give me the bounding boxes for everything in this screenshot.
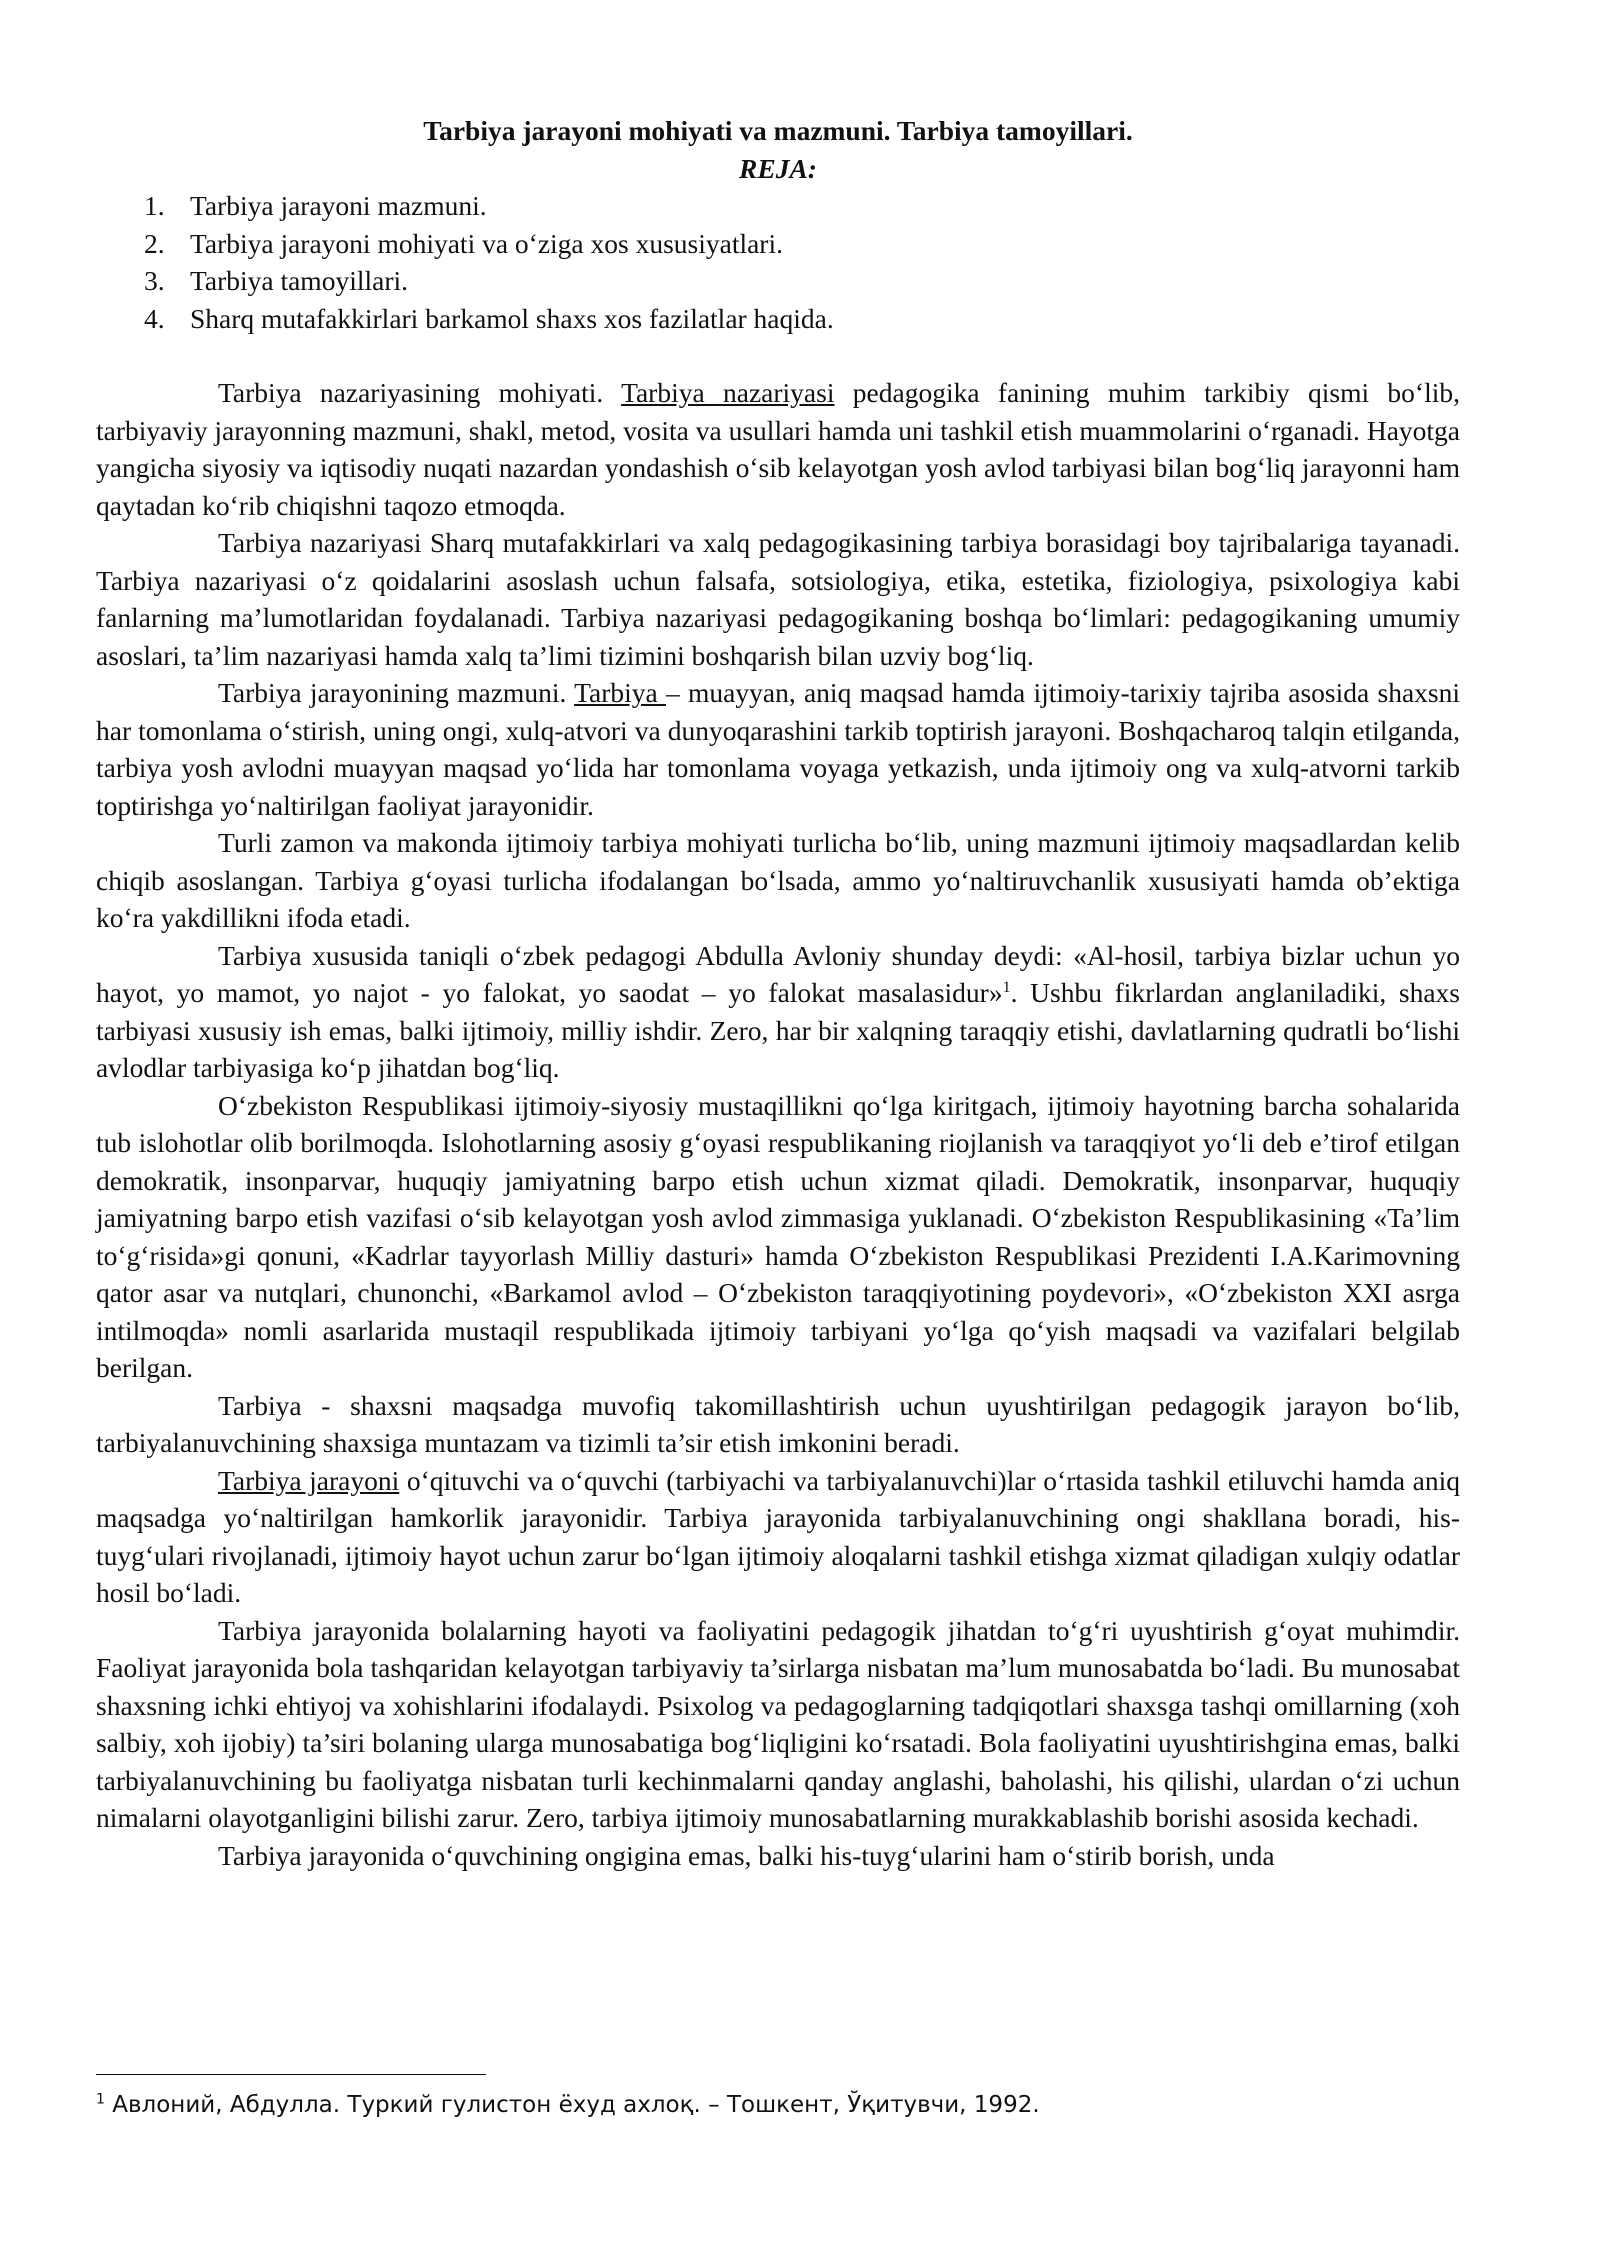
paragraph-social-upbringing [96,824,1460,937]
paragraph-text: Tarbiya xususida taniqli o‘zbek pedagogi Abdulla Avloniy shunday deydi: «Al-hosil, tarbiya bizlar uchun yo hayot, yo mamot, yo najot - yo falokat, yo saodat – yo falokat masalasidur» [96,939,1460,1008]
plan-item-text: Tarbiya tamoyillari. [190,265,408,296]
plan-item-number: 1. [144,190,165,221]
paragraph-theory-essence [96,374,1460,524]
paragraph-lead: Tarbiya nazariyasining mohiyati. [218,377,622,408]
paragraph-lead: Tarbiya jarayonining mazmuni. [218,677,575,708]
paragraph-text: – muayyan, aniq maqsad hamda ijtimoiy-tarixiy tajriba asosida shaxsni har tomonlama o‘stirish, uning ongi, xulq-atvori va dunyoqarashini tarkib toptirish jarayoni. Boshqacharoq talqin etilganda, tarbiya yosh avlodni muayyan maqsad yo‘lida har tomonlama voyaga yetkazish, unda ijtimoiy ong va xulq-atvorni tarkib toptirishga yo‘naltirilgan faoliyat jarayonidir. [96,677,1461,821]
plan-item [144,187,1460,225]
plan-item [144,225,1460,263]
paragraph-theory-sources [96,524,1460,674]
paragraph-text: o‘qituvchi va o‘quvchi (tarbiyachi va tarbiyalanuvchi)lar o‘rtasida tashkil etiluvchi hamda aniq maqsadga yo‘naltirilgan hamkorlik jarayonidir. Tarbiya jarayonida tarbiyalanuvchining ongi shakllana boradi, his-tuyg‘ulari rivojlanadi, ijtimoiy hayot uchun zarur bo‘lgan ijtimoiy aloqalarni tashkil etishga xizmat qiladigan xulqiy odatlar hosil bo‘ladi. [96,1464,1460,1608]
underlined-term: Tarbiya [574,677,666,708]
paragraph-activity [96,1612,1460,1837]
footnote-marker: 1 [96,2091,105,2108]
plan-heading [96,150,1460,188]
paragraph-text: O‘zbekiston Respublikasi ijtimoiy-siyosiy mustaqillikni qo‘lga kiritgach, ijtimoiy hayotning barcha sohalarida tub islohotlar olib borilmoqda. Islohotlarning asosiy g‘oyasi respublikaning riojlanish va taraqqiyot yo‘li deb e’tirof etilgan demokratik, insonparvar, huquqiy jamiyatning barpo etish uchun xizmat qiladi. Demokratik, insonparvar, huquqiy jamiyatning barpo etish vazifasi o‘sib kelayotgan yosh avlod zimmasiga yuklanadi. O‘zbekiston Respublikasining «Ta’lim to‘g‘risida»gi qonuni, «Kadrlar tayyorlash Milliy dasturi» hamda O‘zbekiston Respublikasi Prezidenti I.A.Karimovning qator asar va nutqlari, chunonchi, «Barkamol avlod – O‘zbekiston taraqqiyotining poydevori», «O‘zbekiston XXI asrga intilmoqda» nomli asarlarida mustaqil respublikada ijtimoiy tarbiyani yo‘lga qo‘yish maqsadi va vazifalari belgilab berilgan. [96,1089,1460,1383]
paragraph-text: Turli zamon va makonda ijtimoiy tarbiya mohiyati turlicha bo‘lib, uning mazmuni ijtimoiy maqsadlardan kelib chiqib asoslangan. Tarbiya g‘oyasi turlicha ifodalangan bo‘lsada, ammo yo‘naltiruvchanlik xususiyati hamda ob’ektiga ko‘ra yakdillikni ifoda etadi. [96,827,1460,933]
section-spacer [96,337,1460,374]
paragraph-text: Tarbiya jarayonida o‘quvchining ongigina emas, balki his-tuyg‘ularini ham o‘stirib borish, unda [218,1839,1275,1871]
plan-item [144,300,1460,338]
footnote-text: Авлоний, Абдулла. Туркий гулистон ёхуд ахлоқ. – Тошкент, Ўқитувчи, 1992. [104,2092,1040,2118]
plan-heading-colon: : [807,152,817,184]
plan-item-number: 4. [144,302,165,334]
paragraph-text: pedagogika fanining muhim tarkibiy qismi bo‘lib, tarbiyaviy jarayonning mazmuni, shakl, metod, vosita va usullari hamda uni tashkil etish muammolarini o‘rganadi. Hayotga yangicha siyosiy va iqtisodiy nuqati nazardan yondashish o‘sib kelayotgan yosh avlod tarbiyasi bilan bog‘liq jarayonni ham qaytadan ko‘rib chiqishni taqozo etmoqda. [96,377,1460,521]
paragraph-reforms [96,1087,1460,1387]
plan-item-text: Sharq mutafakkirlari barkamol shaxs xos fazilatlar haqida. [190,302,834,334]
paragraph-text-after: . Ushbu fikrlardan anglaniladiki, shaxs tarbiyasi xususiy ish emas, balki ijtimoiy, milliy ishdir. Zero, har bir xalqning taraqqiy etishi, davlatlarning qudratli bo‘lishi avlodlar tarbiyasiga ko‘p jihatdan bog‘liq. [96,977,1461,1083]
plan-item-number: 3. [144,265,165,296]
plan-heading-text: REJA [739,152,808,184]
paragraph-process-content [96,674,1460,824]
plan-list [96,187,1460,337]
underlined-term: Tarbiya nazariyasi [621,377,835,408]
paragraph-avloniy-quote [96,937,1460,1087]
plan-item-text: Tarbiya jarayoni mazmuni. [190,190,487,221]
underlined-term: Tarbiya jarayoni [218,1464,400,1496]
footnote-reference[interactable]: 1 [1002,978,1011,996]
paragraph-feelings [96,1837,1460,1875]
plan-item-text: Tarbiya jarayoni mohiyati va o‘ziga xos xususiyatlari. [190,227,783,259]
document-body [96,112,1460,1874]
plan-item-number: 2. [144,227,165,259]
paragraph-definition [96,1387,1460,1462]
plan-item [144,262,1460,300]
paragraph-text: Tarbiya nazariyasi Sharq mutafakkirlari va xalq pedagogikasining tarbiya borasidagi boy tajribalariga tayanadi. Tarbiya nazariyasi o‘z qoidalarini asoslash uchun falsafa, sotsiologiya, etika, estetika, fiziologiya, psixologiya kabi fanlarning ma’lumotlaridan foydalanadi. Tarbiya nazariyasi pedagogikaning boshqa bo‘limlari: pedagogikaning umumiy asoslari, ta’lim nazariyasi hamda xalq ta’limi tizimini boshqarish bilan uzviy bog‘liq. [96,527,1460,671]
footnote [96,2090,1460,2120]
paragraph-process-cooperation [96,1462,1460,1612]
footnote-separator [96,2074,486,2075]
document-title: Tarbiya jarayoni mohiyati va mazmuni. Tarbiya tamoyillari. [423,115,1133,146]
paragraph-text: Tarbiya jarayonida bolalarning hayoti va faoliyatini pedagogik jihatdan to‘g‘ri uyushtirish g‘oyat muhimdir. Faoliyat jarayonida bola tashqaridan kelayotgan tarbiyaviy ta’sirlarga nisbatan ma’lum munosabatda bo‘ladi. Bu munosabat shaxsning ichki ehtiyoj va xohishlarini ifodalaydi. Psixolog va pedagoglarning tadqiqotlari shaxsga tashqi omillarning (xoh salbiy, xoh ijobiy) ta’siri bolaning ularga munosabatiga bog‘liqligini ko‘rsatadi. Bola faoliyatini uyushtirishgina emas, balki tarbiyalanuvchining bu faoliyatga nisbatan turli kechinmalarni qanday anglashi, baholashi, his qilishi, ulardan o‘zi uchun nimalarni olayotganligini bilishi zarur. Zero, tarbiya ijtimoiy munosabatlarning murakkablashib borishi asosida kechadi. [96,1614,1460,1833]
paragraph-text: Tarbiya - shaxsni maqsadga muvofiq takomillashtirish uchun uyushtirilgan pedagogik jarayon bo‘lib, tarbiyalanuvchining shaxsiga muntazam va tizimli ta’sir etish imkonini beradi. [96,1389,1460,1458]
